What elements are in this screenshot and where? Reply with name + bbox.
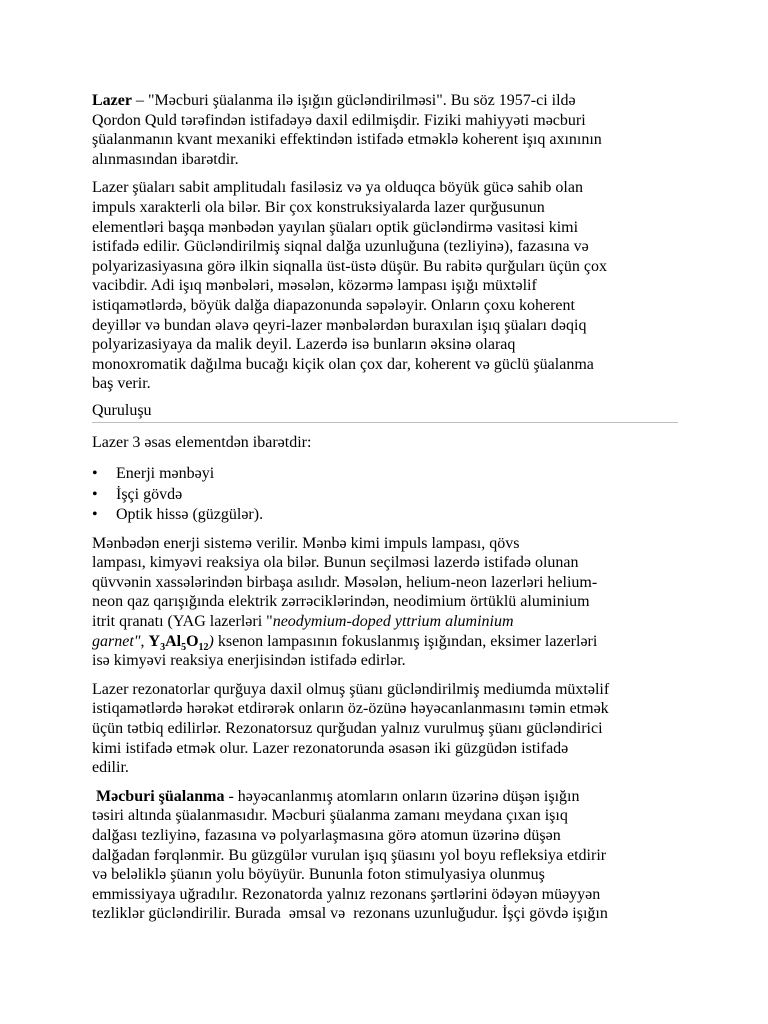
text-line: elementləri başqa mənbədən yayılan şüaları optik gücləndirmə vasitəsi kimi [92, 218, 579, 236]
text-line: edilir. [92, 759, 129, 777]
text-line: polyarizasiyasına görə ilkin siqnalla üst-üstə düşür. Bu rabitə qurğuları üçün çox [92, 257, 607, 275]
text-line: kimi istifadə etmək olur. Lazer rezonatorunda əsasən iki güzgüdən istifadə [92, 739, 569, 757]
text-line: – "Məcburi şüalanma ilə işığın gücləndirilməsi". Bu söz 1957-ci ildə [131, 92, 576, 109]
text-line: lampası, kimyəvi reaksiya ola bilər. Bunun seçilməsi lazerdə istifadə olunan [92, 554, 579, 572]
term-lazer: Lazer [92, 92, 132, 109]
text-line: itrit qranatı (YAG lazerləri " [92, 612, 273, 630]
list-item [92, 505, 678, 526]
text-line: polyarizasiyaya da malik deyil. Lazerdə isə bunların əksinə olaraq [92, 336, 516, 354]
paragraph-definition [92, 91, 678, 169]
text-line: alınmasından ibarətdir. [92, 150, 239, 168]
text-line: emmissiyaya uğradılır. Rezonatorda yalnız rezonans şərtlərini ödəyən müəyyən [92, 885, 601, 903]
text-line: Mənbədən enerji sistemə verilir. Mənbə kimi impuls lampası, qövs [92, 534, 520, 552]
italic-term: ) [208, 632, 214, 650]
paragraph-resonators [92, 680, 678, 778]
bullet-marker: • [92, 506, 98, 524]
list-item [92, 464, 678, 485]
text-line: vacibdir. Adi işıq mənbələri, məsələn, közərmə lampası işığı müxtəlif [92, 277, 537, 295]
text-line: istifadə edilir. Gücləndirilmiş siqnal dalğa uzunluğuna (tezliyinə), fazasına və [92, 238, 589, 256]
component-list [92, 464, 678, 526]
text-line: deyillər və bundan əlavə qeyri-lazer mənbələrdən buraxılan işıq şüaları dəqiq [92, 316, 587, 334]
list-item-label: Optik hissə (güzgülər). [116, 506, 264, 524]
text-line: Lazer şüaları sabit amplitudalı fasiləsiz və ya olduqca böyük gücə sahib olan [92, 179, 583, 197]
formula-subscript: 3 [160, 641, 166, 653]
document-body [92, 91, 678, 933]
text-line: və beləliklə şüanın yolu böyüyür. Bununla foton stimulyasiya olunmuş [92, 866, 545, 884]
text-line: şüalanmanın kvant mexaniki effektindən istifadə etməklə koherent işıq axınının [92, 131, 602, 149]
text-line: qüvvənin xassələrindən birbaşa asılıdr. Məsələn, helium-neon lazerləri helium- [92, 573, 598, 591]
text-line: tezliklər gücləndirilir. Burada əmsal və rezonans uzunluğudur. İşçi gövdə işığın [92, 905, 608, 923]
italic-term: neodymium-doped yttrium aluminium [272, 612, 514, 630]
list-item-label: İşçi gövdə [116, 485, 183, 503]
chemical-formula [148, 632, 209, 653]
section-heading: Quruluşu [92, 401, 678, 423]
formula-subscript: 5 [181, 641, 187, 653]
text-line: təsiri altında şüalanmasıdır. Məcburi şüalanma zamanı meydana çıxan işıq [92, 807, 568, 825]
paragraph-properties [92, 178, 678, 394]
text-line: - həyəcanlanmış atomların onların üzərinə düşən işığın [224, 787, 580, 805]
text-line: istiqamətlərdə hərəkət etdirərək onların öz-özünə həyəcanlanmasını təmin etmək [92, 700, 609, 718]
bullet-marker: • [92, 485, 98, 503]
text-line: dalğası tezliyinə, fazasına və polyarlaşmasına görə atomun üzərinə düşən [92, 826, 561, 844]
term-stimulated-emission: Məcburi şüalanma [96, 787, 225, 805]
text-line: impuls xarakterli ola bilər. Bir çox konstruksiyalarda lazer qurğusunun [92, 198, 545, 216]
text-fragment: ksenon lampasının fokuslanmış işığından, eksimer lazerləri [213, 632, 598, 650]
text-line: istiqamətlərdə, böyük dalğa diapazonunda səpələyir. Onların çoxu koherent [92, 296, 575, 314]
text-line: baş verir. [92, 375, 151, 393]
text-line: üçün tətbiq edilirlər. Rezonatorsuz qurğudan yalnız vurulmuş şüanı gücləndirici [92, 719, 603, 737]
text-fragment: , [140, 632, 149, 650]
list-item [92, 485, 678, 506]
formula-symbol: Al [165, 632, 182, 650]
text-line: neon qaz qarışığında elektrik zərrəciklərindən, neodimium örtüklü aluminium [92, 593, 590, 611]
paragraph-stimulated-emission [92, 787, 678, 924]
italic-term: garnet" [92, 632, 141, 650]
formula-symbol: Y [148, 632, 161, 650]
text-line: isə kimyəvi reaksiya enerjisindən istifadə edirlər. [92, 652, 406, 670]
list-intro: Lazer 3 əsas elementdən ibarətdir: [92, 433, 312, 451]
text-line: Lazer rezonatorlar qurğuya daxil olmuş şüanı gücləndirilmiş mediumda müxtəlif [92, 680, 610, 698]
text-line: Qordon Quld tərəfindən istifadəyə daxil edilmişdir. Fiziki mahiyyəti məcburi [92, 111, 586, 129]
text-line: dalğadan fərqlənmir. Bu güzgülər vurulan işıq şüasını yol boyu refleksiya etdirir [92, 846, 607, 864]
formula-subscript: 12 [198, 641, 209, 653]
list-item-label: Enerji mənbəyi [116, 465, 215, 483]
formula-symbol: O [186, 632, 199, 650]
bullet-marker: • [92, 465, 98, 483]
paragraph-energy-source [92, 534, 678, 671]
text-line: monoxromatik dağılma bucağı kiçik olan çox dar, koherent və güclü şüalanma [92, 355, 594, 373]
